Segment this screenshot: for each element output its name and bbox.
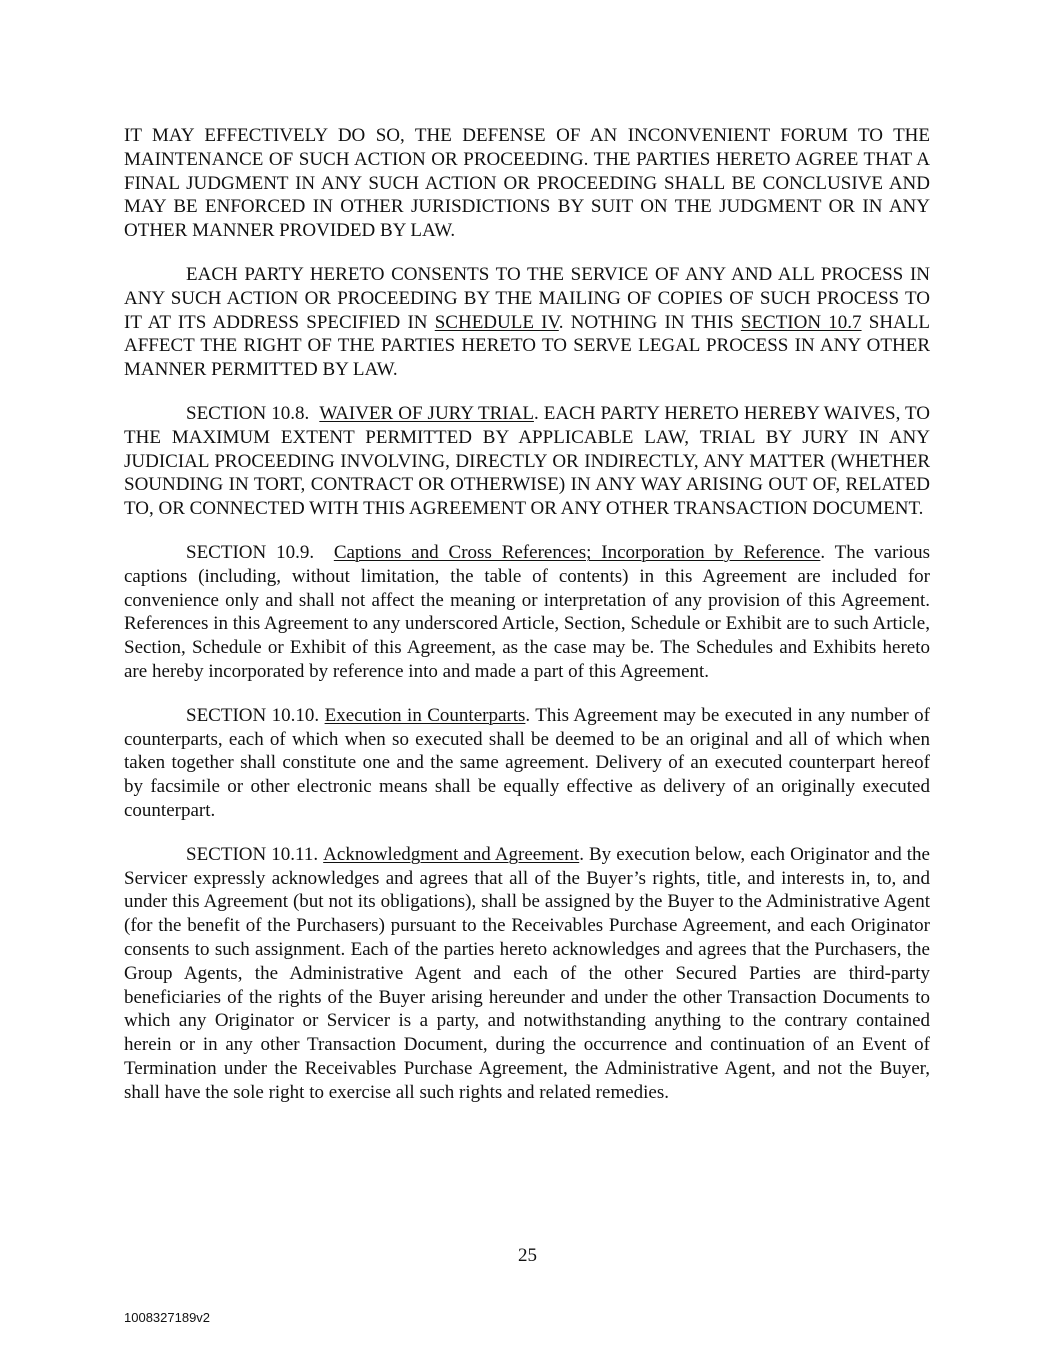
section-number: SECTION 10.10. — [186, 704, 320, 726]
section-10-11 — [124, 843, 930, 1105]
paragraph-service-of-process — [124, 263, 930, 382]
section-heading: Acknowledgment and Agreement — [323, 843, 580, 865]
section-10-10 — [124, 704, 930, 823]
section-number: SECTION 10.8. — [186, 402, 310, 424]
section-text: . By execution below, each Originator and the Servicer expressly acknowledges and agrees that all of the Buyer’s rights, title, and interests in, to, and under this Agreement (but not its obligations), shall be assigned by the Buyer to the Administrative Agent (for the benefit of the Purchasers) pursuant to the Receivables Purchase Agreement, and each Originator consents to such assignment. Each of the parties hereto acknowledges and agrees that the Purchasers, the Group Agents, the Administrative Agent and each of the other Secured Parties are third-party beneficiaries of the rights of the Buyer arising hereunder and under the other Transaction Documents to which any Originator or Servicer is a party, and notwithstanding anything to the contrary contained herein or in any other Transaction Document, during the occurrence and continuation of an Event of Termination under the Receivables Purchase Agreement, the Administrative Agent, and not the Buyer, shall have the sole right to exercise all such rights and related remedies. — [124, 843, 930, 1103]
page-number: 25 — [518, 1245, 537, 1266]
paragraph-text: EACH PARTY HERETO CONSENTS TO THE SERVICE OF ANY AND ALL PROCESS IN ANY SUCH ACTION OR PROCEEDING BY THE MAILING OF COPIES OF SUCH PROCESS TO IT AT ITS ADDRESS SPECIFIED IN — [124, 263, 930, 333]
paragraph-text: IT MAY EFFECTIVELY DO SO, THE DEFENSE OF AN INCONVENIENT FORUM TO THE MAINTENANCE OF SUCH ACTION OR PROCEEDING. THE PARTIES HERETO AGREE THAT A FINAL JUDGMENT IN ANY SUCH ACTION OR PROCEEDING SHALL BE CONCLUSIVE AND MAY BE ENFORCED IN OTHER JURISDICTIONS BY SUIT ON THE JUDGMENT OR IN ANY OTHER MANNER PROVIDED BY LAW. — [124, 125, 930, 242]
section-10-9 — [124, 541, 930, 684]
section-number: SECTION 10.9. — [186, 541, 315, 563]
section-number: SECTION 10.11. — [186, 843, 319, 865]
paragraph-text: SHALL AFFECT THE RIGHT OF THE PARTIES HERETO TO SERVE LEGAL PROCESS IN ANY OTHER MANNER PERMITTED BY LAW. — [124, 311, 930, 381]
cross-reference-section-10-7: SECTION 10.7 — [740, 311, 862, 333]
section-heading: Execution in Counterparts — [324, 704, 526, 726]
document-body — [124, 124, 930, 1124]
cross-reference-schedule-iv: SCHEDULE IV — [434, 311, 559, 333]
section-heading: WAIVER OF JURY TRIAL — [319, 402, 534, 424]
section-heading: Captions and Cross References; Incorporation by Reference — [333, 541, 821, 563]
paragraph-text: . NOTHING IN THIS — [558, 311, 741, 333]
section-text: . EACH PARTY HERETO HEREBY WAIVES, TO THE MAXIMUM EXTENT PERMITTED BY APPLICABLE LAW, TRIAL BY JURY IN ANY JUDICIAL PROCEEDING INVOLVING, DIRECTLY OR INDIRECTLY, ANY MATTER (WHETHER SOUNDING IN TORT, CONTRACT OR OTHERWISE) IN ANY WAY ARISING OUT OF, RELATED TO, OR CONNECTED WITH THIS AGREEMENT OR ANY OTHER TRANSACTION DOCUMENT. — [124, 402, 930, 520]
section-text: . The various captions (including, without limitation, the table of contents) in this Agreement are included for convenience only and shall not affect the meaning or interpretation of any provision of this Agreement. References in this Agreement to any underscored Article, Section, Schedule or Exhibit are to such Article, Section, Schedule or Exhibit of this Agreement, as the case may be. The Schedules and Exhibits hereto are hereby incorporated by reference into and made a part of this Agreement. — [124, 541, 930, 682]
section-10-8 — [124, 402, 930, 521]
document-id: 1008327189v2 — [124, 1310, 211, 1325]
paragraph-forum-defense — [124, 124, 930, 243]
section-text: . This Agreement may be executed in any number of counterparts, each of which when so executed shall be deemed to be an original and all of which when taken together shall constitute one and the same agreement. Delivery of an executed counterpart hereof by facsimile or other electronic means shall be equally effective as delivery of an originally executed counterpart. — [124, 704, 931, 821]
